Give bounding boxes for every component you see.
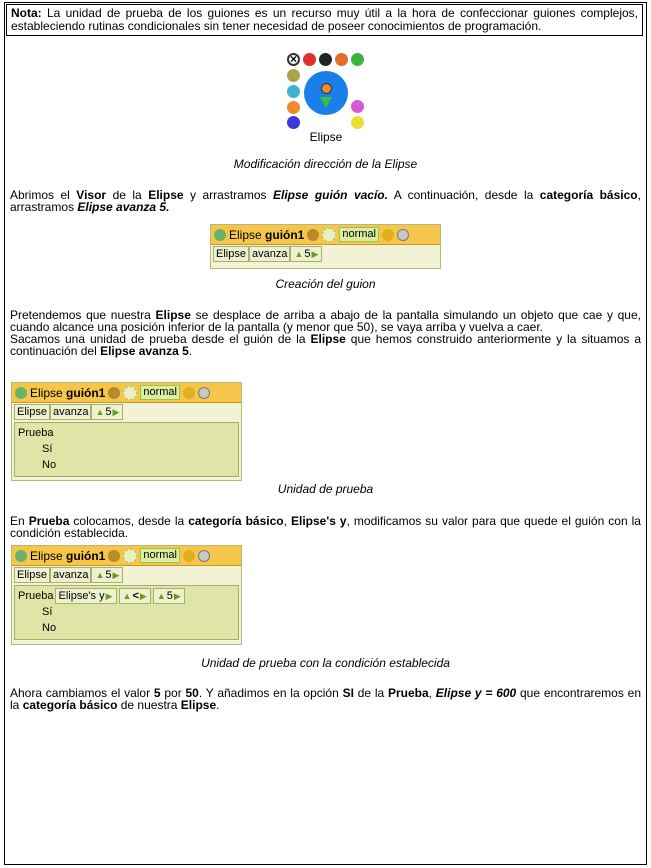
command-row[interactable] <box>12 566 241 583</box>
collapse-icon[interactable] <box>397 229 409 241</box>
collapse-icon[interactable] <box>198 550 210 562</box>
script-name: Elipse guión1 <box>30 385 106 400</box>
object-tile[interactable]: Elipse <box>14 404 50 420</box>
script-menu-icon[interactable] <box>15 387 27 399</box>
paragraph-4: Ahora cambiamos el valor 5 por 50. Y añadimos en la opción SI de la Prueba, Elipse y = 600 que encontraremos en la categoría básico de nuestra Elipse. <box>10 686 641 712</box>
paragraph-3: En Prueba colocamos, desde la categoría básico, Elipse's y, modificamos su valor para que quede el guión con la condición establecida. <box>10 514 641 540</box>
pause-icon[interactable] <box>108 387 120 399</box>
collapse-icon[interactable] <box>198 387 210 399</box>
command-tile[interactable]: avanza <box>50 404 91 420</box>
paragraph-1: Abrimos el Visor de la Elipse y arrastramos Elipse guión vacío. A continuación, desde la categoría básico, arrastramos Elipse avanza 5. <box>10 188 641 214</box>
command-row[interactable] <box>12 403 241 420</box>
test-label: Prueba <box>18 590 54 602</box>
ellipse-sprite-halo[interactable] <box>278 52 374 147</box>
tick-icon[interactable] <box>123 549 137 563</box>
no-label[interactable]: No <box>42 622 57 634</box>
value-tile[interactable]: ▲5▶ <box>91 404 123 420</box>
note-text: La unidad de prueba de los guiones es un recurso muy útil a la hora de confeccionar guiones complejos, estableciendo rutinas condicionales sin tener necesidad de poseer conocimientos de programación. <box>11 6 638 33</box>
object-tile[interactable]: Elipse <box>14 567 50 583</box>
command-tile[interactable]: avanza <box>50 567 91 583</box>
command-tile[interactable]: avanza <box>249 246 290 262</box>
yes-label[interactable]: Sí <box>42 606 53 618</box>
test-block[interactable] <box>14 422 239 477</box>
delete-halo-icon[interactable]: × <box>287 53 300 66</box>
tick-icon[interactable] <box>322 228 336 242</box>
test-label: Prueba <box>18 427 54 439</box>
caption-test: Unidad de prueba <box>277 482 374 496</box>
direction-arrow-icon[interactable] <box>320 97 332 108</box>
caption-direction: Modificación dirección de la Elipse <box>233 157 418 171</box>
command-row[interactable] <box>211 245 440 262</box>
script-menu-icon[interactable] <box>214 229 226 241</box>
duplicate-halo-icon[interactable] <box>351 53 364 66</box>
pause-icon[interactable] <box>108 550 120 562</box>
object-tile[interactable]: Elipse <box>213 246 249 262</box>
pause-icon[interactable] <box>307 229 319 241</box>
cond-value-tile[interactable]: ▲5▶ <box>153 588 185 604</box>
color-halo-icon[interactable] <box>351 100 364 113</box>
pickup-halo-icon[interactable] <box>319 53 332 66</box>
value-tile[interactable]: ▲5▶ <box>91 567 123 583</box>
note-label: Nota: <box>11 6 42 20</box>
value-tile[interactable]: ▲5▶ <box>290 246 322 262</box>
script-mode[interactable]: normal <box>140 385 180 400</box>
script-mode[interactable]: normal <box>140 548 180 563</box>
tick-icon[interactable] <box>123 386 137 400</box>
note-box <box>6 4 643 36</box>
script-mode[interactable]: normal <box>339 227 379 242</box>
center-orange-dot <box>321 83 332 94</box>
cond-op-tile[interactable]: ▲<▶ <box>119 588 151 604</box>
script-block-2[interactable] <box>11 382 242 481</box>
cond-attr-tile[interactable]: Elipse's y▶ <box>55 588 116 604</box>
test-block[interactable] <box>14 585 239 640</box>
collapse-halo-icon[interactable] <box>287 69 300 82</box>
script-block-3[interactable] <box>11 545 242 645</box>
rotate-halo-icon[interactable] <box>287 116 300 129</box>
paragraph-2: Pretendemos que nuestra Elipse se desplace de arriba a abajo de la pantalla simulando un objeto que cae y que, cuando alcance una posición inferior de la pantalla (y menor que 50), se vaya arriba y vuelva a caer. Sacamos una unidad de prueba desde el guión de la Elipse que hemos construido anteriormente y la situamos a continuación del Elipse avanza 5. <box>10 308 641 358</box>
script-block-1[interactable] <box>210 224 441 269</box>
sprite-label: Elipse <box>309 130 343 144</box>
go-icon[interactable] <box>183 550 195 562</box>
caption-condition: Unidad de prueba con la condición establecida <box>201 656 450 670</box>
script-name: Elipse guión1 <box>229 227 305 242</box>
script-menu-icon[interactable] <box>15 550 27 562</box>
viewer-halo-icon[interactable] <box>287 85 300 98</box>
tile-halo-icon[interactable] <box>287 101 300 114</box>
resize-halo-icon[interactable] <box>351 116 364 129</box>
move-halo-icon[interactable] <box>335 53 348 66</box>
menu-halo-icon[interactable] <box>303 53 316 66</box>
no-label[interactable]: No <box>42 459 57 471</box>
script-name: Elipse guión1 <box>30 548 106 563</box>
go-icon[interactable] <box>382 229 394 241</box>
go-icon[interactable] <box>183 387 195 399</box>
yes-label[interactable]: Sí <box>42 443 53 455</box>
test-condition-row <box>18 588 238 604</box>
caption-creation: Creación del guion <box>275 277 376 291</box>
